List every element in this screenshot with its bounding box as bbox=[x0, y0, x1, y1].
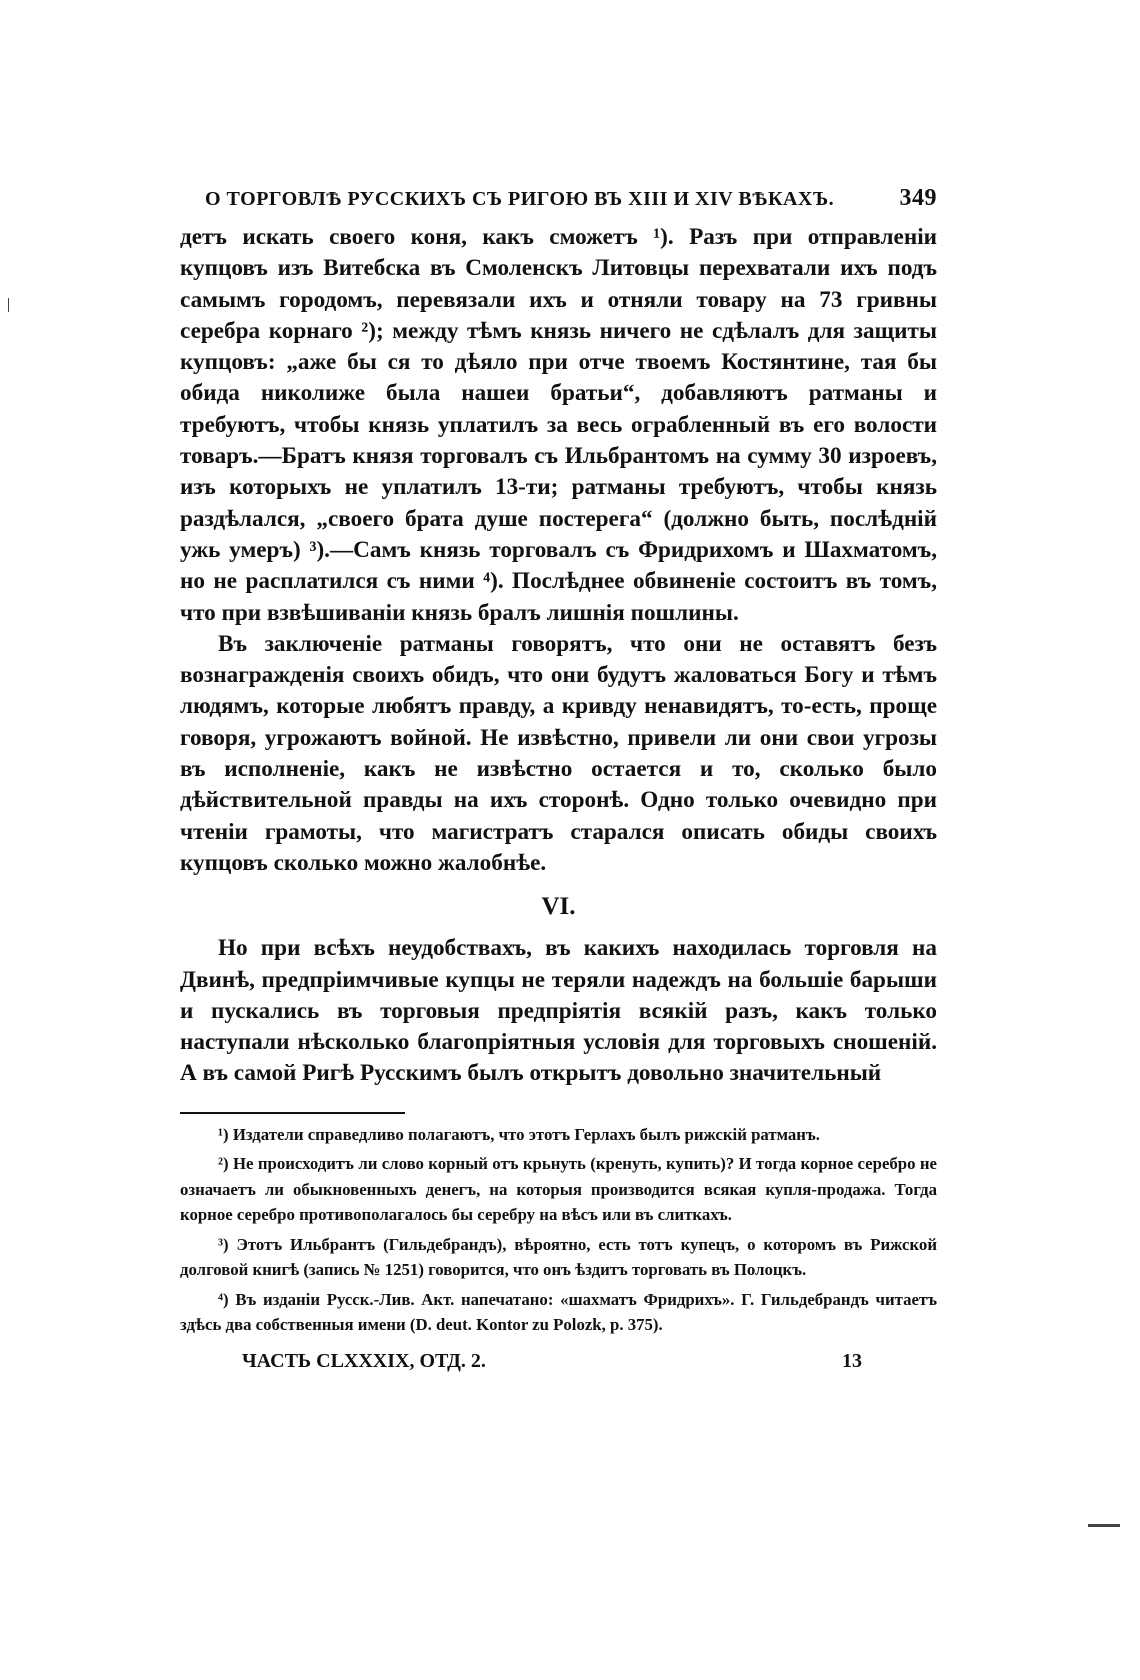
footnote-2: ²) Не происходитъ ли слово корный отъ крьнуть (кренуть, купить)? И тогда корное серебро не означаетъ ли обыкновенныхъ денегъ, на которыя производится всякая купля-продажа. Тогда корное серебро противополагалось бы серебру на вѣсъ или въ слиткахъ. bbox=[180, 1154, 937, 1225]
signature-mark: ЧАСТЬ CLXXXIX, ОТД. 2. bbox=[242, 1349, 486, 1372]
paragraph-2: Въ заключеніе ратманы говорятъ, что они не оставятъ безъ вознагражденія своихъ обидъ, что они будутъ жаловаться Богу и тѣмъ людямъ, которые любятъ правду, а кривду ненавидятъ, то-есть, проще говоря, угрожаютъ войной. Не извѣстно, привели ли они свои угрозы въ исполненіе, какъ не извѣстно остается и то, сколько было дѣйствительной правды на ихъ сторонѣ. Одно только очевидно при чтеніи грамоты, что магистратъ старался описать обиды своихъ купцовъ сколько можно жалобнѣе. bbox=[180, 630, 937, 876]
section-heading: VI. bbox=[541, 893, 576, 921]
paragraph-1: детъ искать своего коня, какъ сможетъ ¹). Разъ при отправленіи купцовъ изъ Витебска въ Смоленскъ Литовцы перехватали ихъ подъ самымъ городомъ, перевязали ихъ и отняли товару на 73 гривны серебра корнаго ²); между тѣмъ князь ничего не сдѣлалъ для защиты купцовъ: „аже бы ся то дѣяло при отче твоемъ Костянтине, тая бы обида николиже была нашеи братьи“, добавляютъ ратманы и требуютъ, чтобы князь уплатилъ за весь ограбленный въ его волости товаръ.—Братъ князя торговалъ съ Ильбрантомъ на сумму 30 изроевъ, изъ которыхъ не уплатилъ 13-ти; ратманы требуютъ, чтобы князь раздѣлался, „своего брата душе постерега“ (должно быть, послѣдній ужь умеръ) ³).—Самъ князь торговалъ съ Фридрихомъ и Шахматомъ, но не расплатился съ ними ⁴). Послѣднее обвиненіе состоитъ въ томъ, что при взвѣшиваніи князь бралъ лишнія пошлины. bbox=[180, 224, 937, 626]
scan-mark bbox=[1088, 1524, 1120, 1527]
scan-mark-small bbox=[8, 298, 9, 312]
footnote-3: ³) Этотъ Ильбрантъ (Гильдебрандъ), вѣроятно, есть тотъ купецъ, о которомъ въ Рижской долговой книгѣ (запись № 1251) говорится, что онъ ѣздитъ торговать въ Полоцкъ. bbox=[180, 1234, 937, 1280]
page-number: 349 bbox=[899, 185, 937, 211]
folio-number: 13 bbox=[842, 1349, 862, 1372]
footnote-4: ⁴) Въ изданіи Русск.-Лив. Акт. напечатано: «шахматъ Фридрихъ». Г. Гильдебрандъ читаетъ здѣсь два собственныя имени (D. deut. Kontor zu Polozk, p. 375). bbox=[180, 1289, 937, 1335]
running-header bbox=[180, 185, 937, 212]
paragraph-3: Но при всѣхъ неудобствахъ, въ какихъ находилась торговля на Двинѣ, предпріимчивые купцы не теряли надеждъ на большіе барыши и пускались въ торговыя предпріятія всякій разъ, какъ только наступали нѣсколько благопріятныя условія для торговыхъ сношеній. А въ самой Ригѣ Русскимъ былъ открытъ довольно значительный bbox=[180, 935, 937, 1087]
running-title: О ТОРГОВЛѢ РУССКИХЪ СЪ РИГОЮ ВЪ XIII И XIV ВѢКАХЪ. bbox=[205, 188, 835, 210]
page-footer bbox=[180, 1350, 937, 1373]
book-page bbox=[180, 185, 937, 1373]
footnote-rule bbox=[180, 1112, 405, 1114]
footnote-1: ¹) Издатели справедливо полагаютъ, что этотъ Герлахъ былъ рижскій ратманъ. bbox=[218, 1124, 820, 1144]
